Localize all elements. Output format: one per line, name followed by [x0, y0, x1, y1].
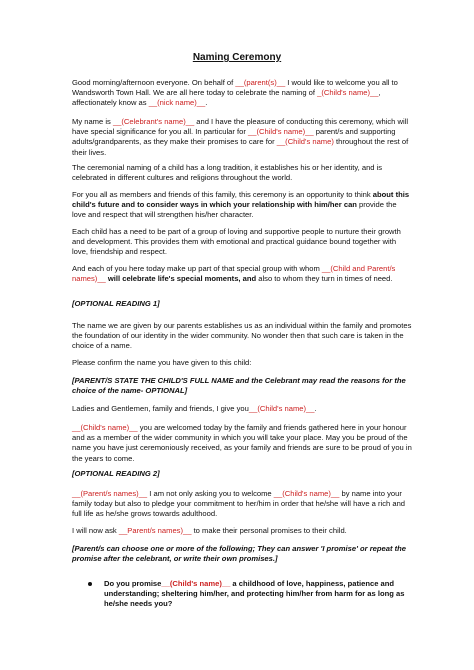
placeholder-child-name: __(Child's name)__ [248, 127, 314, 137]
welcome-child-paragraph [72, 423, 412, 464]
text-run: . [314, 404, 317, 413]
special-group-paragraph [72, 264, 412, 284]
placeholder-parents-names: __(Parent/s names)__ [72, 489, 148, 498]
confirm-name-paragraph: Please confirm the name you have given to this child: [72, 358, 252, 367]
text-run: . [205, 98, 208, 108]
optional-reading-2-heading: [OPTIONAL READING 2] [72, 469, 160, 478]
placeholder-parents: __(parent(s)__ [235, 78, 286, 87]
welcome-paragraph [72, 78, 412, 109]
text-run: also to whom they turn in times of need. [256, 274, 393, 284]
text-run: I would like to welcome you all to Wandsworth Town Hall. We are all here today to celebrate the naming of [72, 78, 398, 98]
promise-options-instruction: [Parent/s can choose one or more of the following; They can answer 'I promise' or repeat the promise after the celebrant, or write their own promises.] [72, 544, 407, 564]
placeholder-child-parents-names: __(Child and Parent/s names)__ [72, 264, 396, 284]
text-run: provide the love and respect that will strengthen his/her character. [72, 200, 397, 220]
text-run: I am not only asking you to welcome [147, 489, 274, 498]
text-run: Do you promise [104, 579, 162, 588]
placeholder-celebrant-name: __(Celebrant's name)__ [112, 117, 195, 126]
text-run: a childhood of love, happiness, patience and understanding; sheltering him/her, and protecting him/her from harm for as long as he/she needs you? [104, 579, 405, 609]
promises-intro-paragraph [72, 526, 412, 536]
text-run: , affectionately know as [72, 88, 381, 108]
pledge-paragraph [72, 489, 412, 520]
text-run: My name is [72, 117, 113, 126]
text-run: And each of you here today make up part of that special group with whom [72, 264, 322, 273]
placeholder-child-name: __(Child's name)__ [273, 489, 340, 498]
celebrant-paragraph [72, 117, 412, 158]
promise-text [104, 579, 418, 610]
nurture-paragraph: Each child has a need to be part of a group of loving and supportive people to nurture their growth and development. This provides them with emotional and practical guidance bound together with love, friendship and respect. [72, 227, 401, 257]
identity-paragraph: The name we are given by our parents establishes us as an individual within the family and promotes the foundation of our identity in the wider community. No wonder then that such care is taken in the choice of a name. [72, 321, 412, 351]
placeholder-nick-name: __(nick name)__ [148, 98, 206, 108]
text-run: parent/s and supporting adults/grandparents, as they make their promises to care for [72, 127, 396, 147]
text-run: For you all as members and friends of this family, this ceremony is an opportunity to think [72, 190, 373, 199]
text-run: I will now ask [72, 526, 119, 535]
text-run: about this child's future and to consider ways in which your relationship with him/her can [72, 190, 410, 210]
text-run: you are welcomed today by the family and friends gathered here in your honour and as a member of the wider community in which you will take your place. May you be proud of the name you have just ceremoniously received, as your family and friends are sure to be proud of you in the years to come. [72, 423, 412, 463]
placeholder-parents-names: __Parent/s names)__ [118, 526, 192, 535]
text-run: to make their personal promises to their child. [191, 526, 347, 535]
text-run: throughout the rest of their lives. [72, 137, 409, 157]
text-run: Ladies and Gentlemen, family and friends, I give you [72, 404, 249, 413]
family-friends-paragraph [72, 190, 412, 221]
optional-reading-1-heading: [OPTIONAL READING 1] [72, 299, 160, 308]
placeholder-child-name: __(Child's name) [276, 137, 334, 147]
promise-list-item [88, 579, 418, 610]
placeholder-child-name: _(Child's name)__ [317, 88, 379, 98]
parents-state-name-instruction: [PARENT/S STATE THE CHILD'S FULL NAME and the Celebrant may read the reasons for the choice of the name- OPTIONAL] [72, 376, 406, 396]
bullet-icon [88, 582, 92, 586]
text-run: by name into your family today but also to pledge your commitment to her/him in order that he/she will have a rich and full life as he/she grows towards adulthood. [72, 489, 406, 519]
text-run: will celebrate life's special moments, and [105, 274, 257, 284]
introduction-paragraph [72, 404, 412, 414]
text-run: and I have the pleasure of conducting this ceremony, which will have special significance for you all. In particular for [72, 117, 409, 137]
document-title: Naming Ceremony [192, 52, 282, 63]
placeholder-child-name: __(Child's name)__ [72, 423, 138, 432]
text-run: Good morning/afternoon everyone. On behalf of [72, 78, 236, 87]
tradition-paragraph: The ceremonial naming of a child has a long tradition, it establishes his or her identity, and is celebrated in different cultures and religions throughout the world. [72, 163, 383, 183]
placeholder-child-name: __(Child's name)__ [161, 579, 231, 588]
placeholder-child-name: __(Child's name)__ [248, 404, 315, 413]
